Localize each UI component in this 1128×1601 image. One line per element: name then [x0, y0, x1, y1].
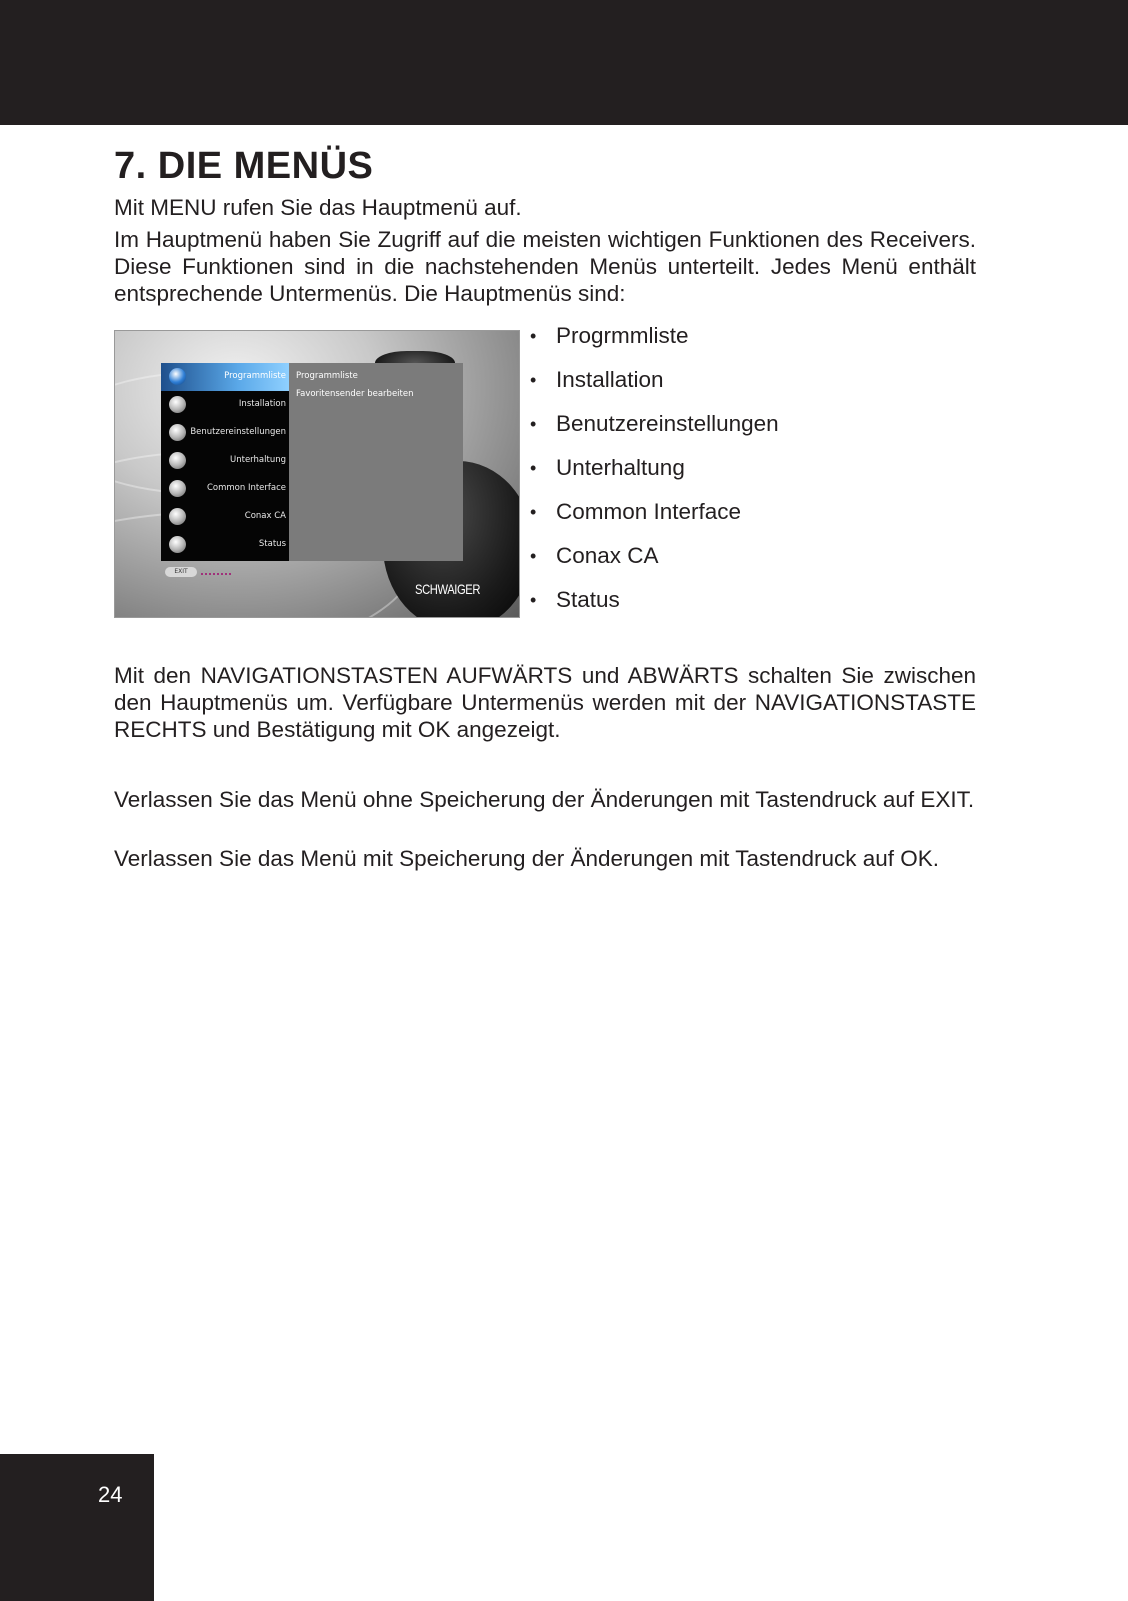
tv-exit-hint	[201, 569, 231, 575]
tv-menu-item-label: Programmliste	[224, 371, 286, 381]
brand-logo: SCHWAIGER	[415, 581, 481, 597]
bullet-icon: •	[530, 546, 537, 566]
tv-submenu-item: Favoritensender bearbeiten	[296, 389, 414, 399]
intro-paragraph: Mit MENU rufen Sie das Hauptmenü auf.	[114, 195, 522, 220]
disc-icon	[169, 508, 186, 525]
settings-icon	[169, 424, 186, 441]
tv-menu-item-label: Unterhaltung	[230, 455, 286, 465]
tv-icon	[169, 368, 186, 385]
list-item-label: Unterhaltung	[556, 455, 685, 480]
list-item	[530, 540, 779, 584]
entertainment-icon	[169, 452, 186, 469]
tv-menu-item	[161, 503, 289, 531]
tv-menu-item-label: Status	[258, 539, 286, 549]
list-item	[530, 584, 779, 628]
footer-band	[0, 1454, 154, 1601]
tv-menu-item	[161, 363, 289, 391]
list-item-label: Benutzereinstellungen	[556, 411, 779, 436]
list-item-label: Progrmmliste	[556, 323, 689, 348]
status-icon	[169, 536, 186, 553]
bullet-icon: •	[530, 590, 537, 610]
list-item	[530, 496, 779, 540]
bullet-icon: •	[530, 370, 537, 390]
tv-exit-button: EXIT	[165, 567, 197, 577]
tv-menu-item	[161, 447, 289, 475]
bullet-icon: •	[530, 414, 537, 434]
bullet-icon: •	[530, 502, 537, 522]
tv-menu-item	[161, 531, 289, 559]
bullet-icon: •	[530, 326, 537, 346]
tv-submenu-panel	[289, 363, 463, 561]
list-item-label: Conax CA	[556, 543, 659, 568]
description-paragraph: Im Hauptmenü haben Sie Zugriff auf die meisten wichtigen Funktionen des Receivers. Diese Funktionen sind in die nachstehenden Menüs unterteilt. Jedes Menü enthält entsprechende Untermenüs. Die Hauptmenüs sind:	[114, 227, 976, 306]
tv-main-menu	[161, 363, 289, 561]
list-item-label: Installation	[556, 367, 664, 392]
exit-paragraph: Verlassen Sie das Menü ohne Speicherung der Änderungen mit Tastendruck auf EXIT.	[114, 787, 975, 812]
tv-menu-item-label: Benutzereinstellungen	[190, 427, 286, 437]
tv-menu-item-label: Installation	[238, 399, 286, 409]
tv-menu-item-label: Conax CA	[244, 511, 286, 521]
tv-menu-item	[161, 391, 289, 419]
tv-menu-item	[161, 419, 289, 447]
list-item-label: Common Interface	[556, 499, 742, 524]
tv-menu-item	[161, 475, 289, 503]
navigation-paragraph: Mit den NAVIGATIONSTASTEN AUFWÄRTS und ABWÄRTS schalten Sie zwischen den Hauptmenüs um. Verfügbare Untermenüs werden mit der NAVIGATIONSTASTE RECHTS und Bestätigung mit OK angezeigt.	[114, 663, 976, 742]
page-heading: 7. DIE MENÜS	[114, 145, 374, 187]
bullet-icon: •	[530, 458, 537, 478]
list-item-label: Status	[556, 587, 620, 612]
list-item	[530, 452, 779, 496]
page-number: 24	[98, 1482, 123, 1507]
tv-menu-item-label: Common Interface	[206, 483, 286, 493]
card-icon	[169, 480, 186, 497]
satellite-dish-icon	[169, 396, 186, 413]
header-band	[0, 0, 1128, 125]
list-item	[530, 408, 779, 452]
main-menu-list	[530, 320, 779, 628]
tv-submenu-item: Programmliste	[296, 371, 358, 381]
menu-screenshot	[114, 330, 520, 618]
list-item	[530, 364, 779, 408]
ok-paragraph: Verlassen Sie das Menü mit Speicherung der Änderungen mit Tastendruck auf OK.	[114, 846, 940, 871]
list-item	[530, 320, 779, 364]
